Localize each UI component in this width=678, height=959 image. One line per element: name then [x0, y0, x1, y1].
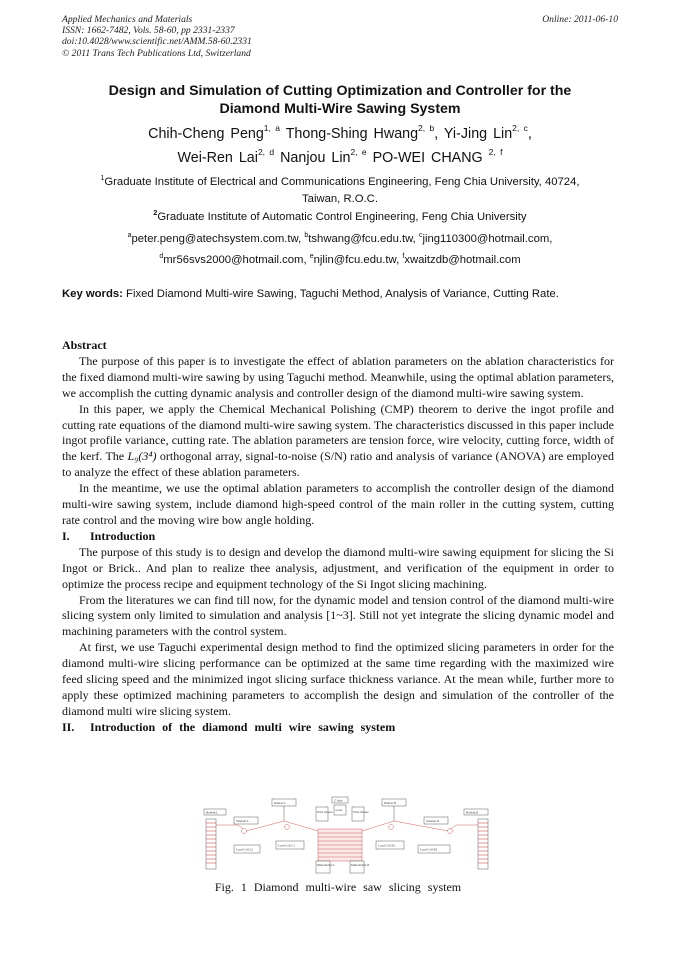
svg-text:Dancer L: Dancer L [274, 801, 286, 805]
affiliation-1: $^1$Graduate Institute of Electrical and Communications Engineering, Feng Chia University, 40724, Taiwan, R.O.C. [100, 175, 580, 205]
svg-text:Load Cell R1: Load Cell R1 [378, 843, 396, 848]
intro-paragraph: At first, we use Taguchi experimental design method to find the optimized slicing parameters in order for the diamond multi-wire slicing performance can be optimized at the same time regarding with the maximized wire feed slicing speed and the minimized ingot slicing surface thickness variance. At the mean while, further more to apply these optimized machining parameters to accomplish the design and simulation of the controller of the diamond multi wire slicing system. [62, 640, 614, 718]
main-rollers [316, 861, 370, 873]
email-link[interactable]: jing110300@hotmail.com, [422, 233, 553, 245]
affiliation-2: $^2$Graduate Institute of Automatic Control Engineering, Feng Chia University [153, 210, 527, 223]
svg-text:Bobbin R: Bobbin R [466, 810, 479, 815]
author-name: PO-WEI CHANG [372, 150, 483, 166]
dancer-right [382, 799, 406, 821]
bobbin-right [464, 809, 488, 869]
abstract-heading: Abstract [62, 338, 107, 352]
author-line-1: Chih-Cheng Peng$^{1, a}$ Thong-Shing Hwang$^{2, b}$, Yi-Jing Lin$^{2, c}$, [148, 123, 532, 142]
email-link[interactable]: peter.peng@atechsystem.com.tw, [131, 233, 305, 245]
figure-caption: Fig. 1 Diamond multi-wire saw slicing system [214, 880, 462, 894]
email-link[interactable]: xwaitzdb@hotmail.com [404, 254, 521, 266]
dancer-left [272, 799, 296, 821]
svg-text:Tension R: Tension R [426, 819, 439, 823]
z-axis [332, 797, 348, 815]
doi-line: doi:10.4028/www.scientific.net/AMM.58-60.2331 [62, 36, 252, 48]
author-sup: 2, e [350, 147, 367, 157]
tension-left [234, 817, 258, 824]
abstract-paragraph: In the meantime, we use the optimal ablation parameters to accomplish the controller design of the diamond multi-wire sawing system, include diamond high-speed control of the main roller in the cutting system, cutting rate control and the moving wire bow angle holding. [62, 481, 614, 527]
author-name: Yi-Jing Lin [443, 126, 513, 142]
author-sup: 1, a [263, 123, 280, 133]
author-sup: 2, d [257, 147, 275, 157]
system-diagram [198, 795, 496, 877]
abstract-paragraph: The purpose of this paper is to investigate the effect of ablation parameters on the ablation characteristics for the fixed diamond multi-wire sawing by using Taguchi method. Meanwhile, using the optimal ablation parameters, we accomplish the cutting dynamic analysis and controller design of the diamond multi-wire sawing system. [62, 353, 614, 400]
svg-text:Tension L: Tension L [236, 819, 249, 823]
keywords [62, 287, 614, 302]
title-line-1: Design and Simulation of Cutting Optimization and Controller for the [108, 83, 572, 99]
abstract-paragraph: In this paper, we apply the Chemical Mechanical Polishing (CMP) theorem to derive the ingot profile and cutting rate equations of the diamond multi-wire sawing system. The characteristics discussed in this paper include ingot profile variance, cutting rate. The ablation parameters are tension force, wire velocity, cutting force, width of the kerf. The L₉(3⁴) orthogonal array, signal-to-noise (S/N) ratio and analysis of variance (ANOVA) are employed to analyze the effect of these ablation parameters. [62, 401, 614, 480]
svg-text:Load Cell L1: Load Cell L1 [278, 843, 295, 848]
bobbin-left [204, 809, 226, 869]
svg-text:Load: Load [335, 808, 343, 812]
running-header [62, 14, 618, 59]
paper-body [62, 338, 614, 736]
issn-line: ISSN: 1662-7482, Vols. 58-60, pp 2331-2337 [62, 25, 235, 37]
svg-text:Wire Sensor: Wire Sensor [317, 810, 333, 814]
figure-1 [198, 795, 496, 877]
keywords-label: Key words: [62, 288, 123, 300]
section-2-heading: II. Introduction of the diamond multi wire sawing system [62, 719, 396, 734]
email-line-1: $^a$peter.peng@atechsystem.com.tw, $^b$tshwang@fcu.edu.tw, $^c$jing110300@hotmail.com, [127, 232, 553, 245]
tension-right [424, 817, 448, 824]
paper-title [62, 82, 618, 118]
svg-text:Load Cell R2: Load Cell R2 [420, 847, 438, 852]
svg-text:Bobbin L: Bobbin L [206, 810, 219, 815]
orthogonal-array-symbol: L₉(3⁴) [127, 449, 157, 464]
author-sup: 2, b [418, 123, 435, 133]
email-list [62, 231, 618, 269]
author-sup: 2, c [512, 123, 528, 133]
author-list [62, 122, 618, 170]
author-name: Thong-Shing Hwang [285, 126, 419, 142]
section-1-heading: I. Introduction [62, 528, 156, 543]
keywords-text: Fixed Diamond Multi-wire Sawing, Taguchi Method, Analysis of Variance, Cutting Rate. [122, 288, 559, 300]
svg-text:Main Roller L: Main Roller L [317, 863, 336, 867]
author-name: Wei-Ren Lai [177, 150, 258, 166]
title-line-2: Diamond Multi-Wire Sawing System [219, 101, 461, 117]
svg-text:Wire Sensor: Wire Sensor [353, 810, 369, 814]
svg-text:Main Roller R: Main Roller R [351, 863, 370, 867]
author-line-2 [62, 146, 618, 170]
email-link[interactable]: njlin@fcu.edu.tw, [313, 254, 403, 266]
svg-text:Z Axis: Z Axis [334, 798, 343, 803]
copyright-line: © 2011 Trans Tech Publications Ltd, Switzerland [62, 47, 251, 59]
author-name: Nanjou Lin [280, 150, 351, 166]
author-name: Chih-Cheng Peng [148, 126, 264, 142]
journal-name: Applied Mechanics and Materials [62, 14, 193, 25]
email-link[interactable]: tshwang@fcu.edu.tw, [308, 233, 419, 245]
wire-web [216, 821, 478, 861]
svg-text:Load Cell L2: Load Cell L2 [236, 847, 253, 852]
online-date: Online: 2011-06-10 [542, 14, 618, 25]
svg-text:Dancer R: Dancer R [384, 801, 397, 805]
author-sup: 2, f [488, 147, 503, 157]
intro-paragraph: From the literatures we can find till now, for the dynamic model and tension control of the diamond multi-wire slicing system only limited to simulation and analysis [1~3]. Still not yet integrate the slicing dynamic model and machining parameters with the control system. [62, 592, 614, 639]
intro-paragraph: The purpose of this study is to design and develop the diamond multi-wire sawing equipment for slicing the Si Ingot or Brick.. And plan to realize thee analysis, adjustment, and verification of the equipment in order to optimize the process recipe and equipment technology of the Si Ingot slicing machining. [62, 544, 614, 591]
email-link[interactable]: mr56svs2000@hotmail.com, [163, 254, 310, 266]
email-line-2: $^d$mr56svs2000@hotmail.com, $^e$njlin@fcu.edu.tw, $^f$xwaitzdb@hotmail.com [159, 253, 521, 266]
